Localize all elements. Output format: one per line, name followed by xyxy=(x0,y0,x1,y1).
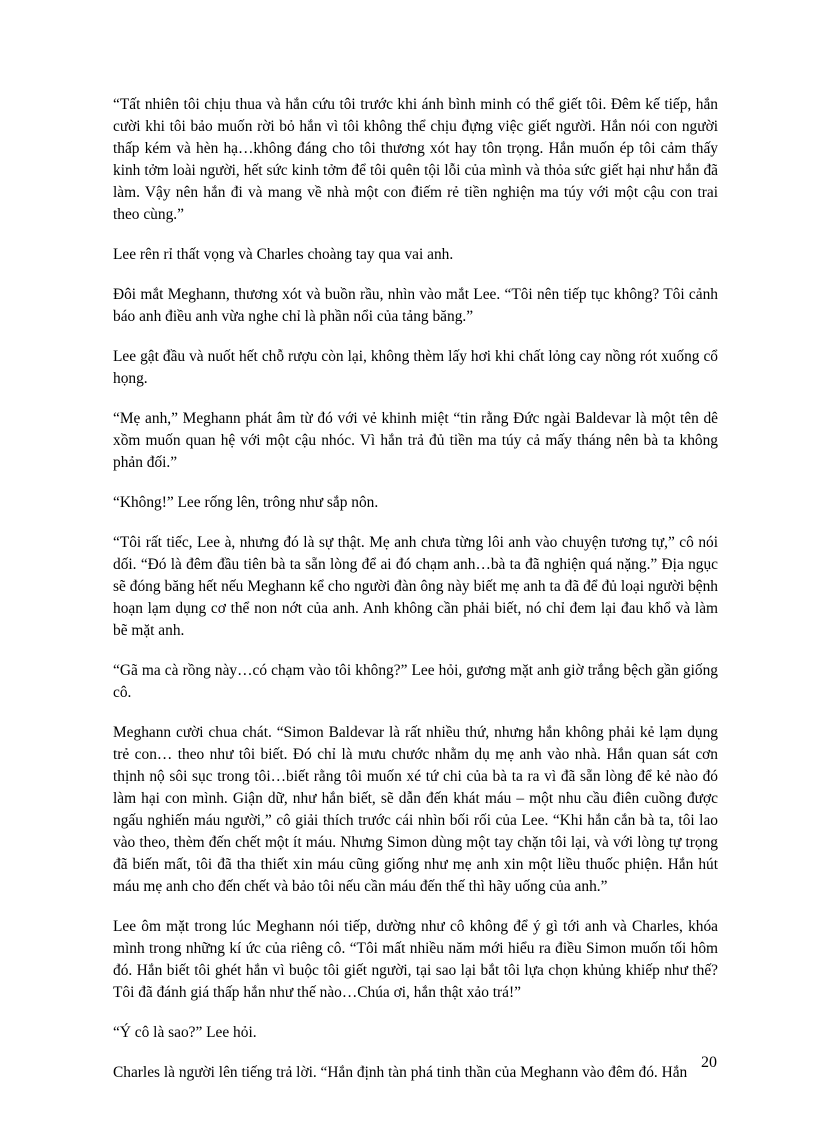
paragraph-4: Lee gật đầu và nuốt hết chỗ rượu còn lại, không thèm lấy hơi khi chất lỏng cay nồng rót xuống cổ họng. xyxy=(113,348,718,387)
page-number: 20 xyxy=(701,1054,717,1071)
paragraph-12: Charles là người lên tiếng trả lời. “Hắn định tàn phá tinh thần của Meghann vào đêm đó. Hắn xyxy=(113,1064,688,1081)
paragraph-2: Lee rên rỉ thất vọng và Charles choàng tay qua vai anh. xyxy=(113,246,454,263)
paragraph-1: “Tất nhiên tôi chịu thua và hắn cứu tôi trước khi ánh bình minh có thể giết tôi. Đêm kế tiếp, hắn cười khi tôi bảo muốn rời bỏ hắn vì tôi không thể chịu đựng việc giết người. Hắn nói con người thấp kém và hèn hạ…không đáng cho tôi thương xót hay tôn trọng. Hắn muốn ép tôi cảm thấy kinh tởm loài người, hết sức kinh tởm để tôi quên tội lỗi của mình và thỏa sức giết hại như hắn đã làm. Vậy nên hắn đi và mang về nhà một con điếm rẻ tiền nghiện ma túy với một cậu con trai theo cùng.” xyxy=(113,96,718,223)
paragraph-8: “Gã ma cà rồng này…có chạm vào tôi không?” Lee hỏi, gương mặt anh giờ trắng bệch gần giống cô. xyxy=(113,662,718,701)
paragraph-9: Meghann cười chua chát. “Simon Baldevar là rất nhiều thứ, nhưng hắn không phải kẻ lạm dụng trẻ con… theo như tôi biết. Đó chỉ là mưu chước nhằm dụ mẹ anh vào nhà. Hắn quan sát cơn thịnh nộ sôi sục trong tôi…biết rằng tôi muốn xé tứ chi của bà ta ra vì đã sẵn lòng để kẻ nào đó làm hại con mình. Giận dữ, như hắn biết, sẽ dẫn đến khát máu – một nhu cầu điên cuồng được ngấu nghiến máu người,” cô giải thích trước cái nhìn bối rối của Lee. “Khi hắn cắn bà ta, tôi lao vào theo, thèm đến chết một ít máu. Nhưng Simon dùng một tay chặn tôi lại, và với lòng tự trọng đã biến mất, tôi đã tha thiết xin máu cũng giống như mẹ anh xin một liều thuốc phiện. Hắn hút máu mẹ anh cho đến chết và bảo tôi nếu cần máu đến thế thì hãy uống của anh.” xyxy=(113,724,718,895)
paragraph-11: “Ý cô là sao?” Lee hỏi. xyxy=(113,1024,257,1041)
paragraph-6: “Không!” Lee rống lên, trông như sắp nôn. xyxy=(113,494,379,511)
paragraph-5: “Mẹ anh,” Meghann phát âm từ đó với vẻ khinh miệt “tin rằng Đức ngài Baldevar là một tên dê xồm muốn quan hệ với một cậu nhóc. Vì hắn trả đủ tiền ma túy cả mấy tháng nên bà ta không phản đối.” xyxy=(113,410,718,471)
paragraph-10: Lee ôm mặt trong lúc Meghann nói tiếp, dường như cô không để ý gì tới anh và Charles, khóa mình trong những kí ức của riêng cô. “Tôi mất nhiều năm mới hiểu ra điều Simon muốn tối hôm đó. Hắn biết tôi ghét hắn vì buộc tôi giết người, tại sao lại bắt tôi lựa chọn khủng khiếp như thế? Tôi đã đánh giá thấp hắn như thế nào…Chúa ơi, hắn thật xảo trá!” xyxy=(113,918,718,1001)
paragraph-3: Đôi mắt Meghann, thương xót và buồn rầu, nhìn vào mắt Lee. “Tôi nên tiếp tục không? Tôi cảnh báo anh điều anh vừa nghe chỉ là phần nổi của tảng băng.” xyxy=(113,286,718,325)
text-body xyxy=(113,94,718,1102)
paragraph-7: “Tôi rất tiếc, Lee à, nhưng đó là sự thật. Mẹ anh chưa từng lôi anh vào chuyện tương tự,” cô nói dối. “Đó là đêm đầu tiên bà ta sẵn lòng để ai đó chạm anh…bà ta đã nghiện quá nặng.” Địa ngục sẽ đóng băng hết nếu Meghann kể cho người đàn ông này biết mẹ anh ta đã để đủ loại người bệnh hoạn lạm dụng cơ thể non nớt của anh. Anh không cần phải biết, nó chỉ đem lại đau khổ và làm bẽ mặt anh. xyxy=(113,534,718,639)
